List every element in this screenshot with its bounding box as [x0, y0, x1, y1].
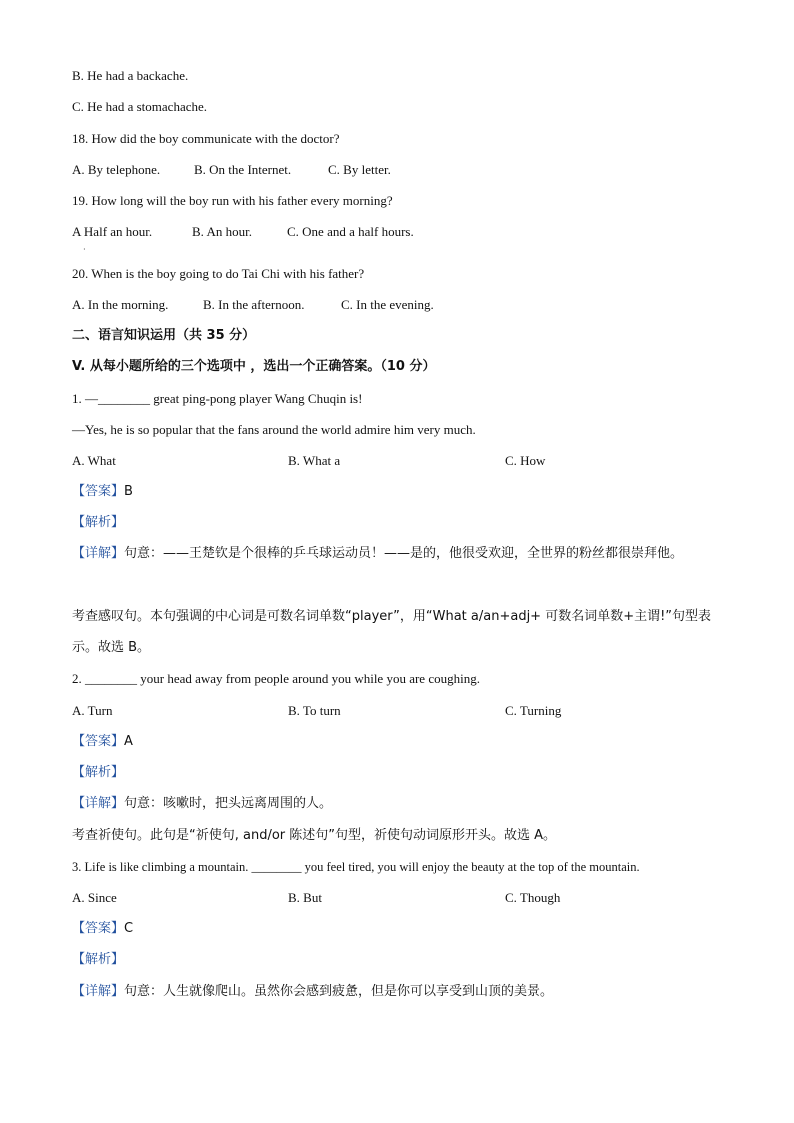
item1-options [72, 452, 722, 470]
item2-detail [72, 795, 332, 813]
item2-options [72, 702, 722, 720]
q18-question: 18. How did the boy communicate with the doctor? [72, 131, 340, 146]
item2-option-b: B. To turn [288, 703, 341, 718]
detail-tag: 【详解】 [72, 796, 125, 811]
q17-option-b: B. He had a backache. [72, 68, 189, 83]
item2-stem: 2. ________ your head away from people around you while you are coughing. [72, 671, 480, 686]
section-title: 二、语言知识运用（共 35 分） [72, 328, 256, 343]
item1-option-a: A. What [72, 453, 116, 468]
item3-option-b: B. But [288, 890, 322, 905]
answer-tag: 【答案】 [72, 484, 125, 499]
item2-explain: 考查祈使句。此句是“祈使句, and/or 陈述句”句型，祈使句动词原形开头。故选 A。 [72, 828, 557, 843]
item1-option-b: B. What a [288, 453, 341, 468]
q20-option-a: A. In the morning. [72, 297, 169, 312]
q19-options [72, 223, 722, 241]
item2-answer [72, 733, 133, 751]
q19-option-c: C. One and a half hours. [287, 224, 414, 239]
item3-stem: 3. Life is like climbing a mountain. ________ you feel tired, you will enjoy the beauty at the top of the mountain. [72, 860, 640, 874]
q20-option-c: C. In the evening. [341, 297, 434, 312]
item1-stem: 1. —________ great ping-pong player Wang Chuqin is! [72, 391, 363, 406]
q20-question: 20. When is the boy going to do Tai Chi with his father? [72, 266, 365, 281]
answer-tag: 【答案】 [72, 921, 125, 936]
item3-detail [72, 983, 553, 1001]
stray-dot: · [83, 245, 86, 254]
item1-answer [72, 483, 133, 501]
q20-options [72, 296, 722, 314]
item3-analysis-tag: 【解析】 [72, 952, 125, 967]
detail-text: 句意：人生就像爬山。虽然你会感到疲惫，但是你可以享受到山顶的美景。 [124, 984, 554, 999]
item3-options [72, 889, 722, 907]
detail-tag: 【详解】 [72, 546, 125, 561]
item1-detail [72, 538, 722, 569]
item3-option-c: C. Though [505, 890, 561, 905]
q18-options [72, 161, 722, 179]
q19-option-a: A Half an hour. [72, 224, 153, 239]
item3-option-a: A. Since [72, 890, 117, 905]
q18-option-c: C. By letter. [328, 162, 391, 177]
detail-tag: 【详解】 [72, 984, 125, 999]
item1-explain: 考查感叹句。本句强调的中心词是可数名词单数“player”，用“What a/an+adj+ 可数名词单数+主谓!”句型表示。故选 B。 [72, 609, 712, 655]
item2-analysis-tag: 【解析】 [72, 765, 125, 780]
q17-option-c: C. He had a stomachache. [72, 99, 208, 114]
q18-option-a: A. By telephone. [72, 162, 161, 177]
item1-analysis-tag: 【解析】 [72, 515, 125, 530]
item2-option-c: C. Turning [505, 703, 562, 718]
section-subtitle: V. 从每小题所给的三个选项中 ，选出一个正确答案。（10 分） [72, 359, 436, 374]
answer-value: B [124, 484, 133, 499]
item1-reply: —Yes, he is so popular that the fans around the world admire him very much. [72, 422, 476, 437]
item3-answer [72, 920, 133, 938]
q18-option-b: B. On the Internet. [194, 162, 292, 177]
answer-value: C [124, 921, 134, 936]
q20-option-b: B. In the afternoon. [203, 297, 305, 312]
q19-question: 19. How long will the boy run with his father every morning? [72, 193, 393, 208]
detail-text: 句意：咳嗽时，把头远离周围的人。 [124, 796, 333, 811]
item1-option-c: C. How [505, 453, 546, 468]
answer-value: A [124, 734, 133, 749]
detail-text: 句意：——王楚钦是个很棒的乒乓球运动员！——是的，他很受欢迎，全世界的粉丝都很崇拜他。 [124, 546, 684, 561]
q19-option-b: B. An hour. [192, 224, 252, 239]
item2-option-a: A. Turn [72, 703, 113, 718]
answer-tag: 【答案】 [72, 734, 125, 749]
